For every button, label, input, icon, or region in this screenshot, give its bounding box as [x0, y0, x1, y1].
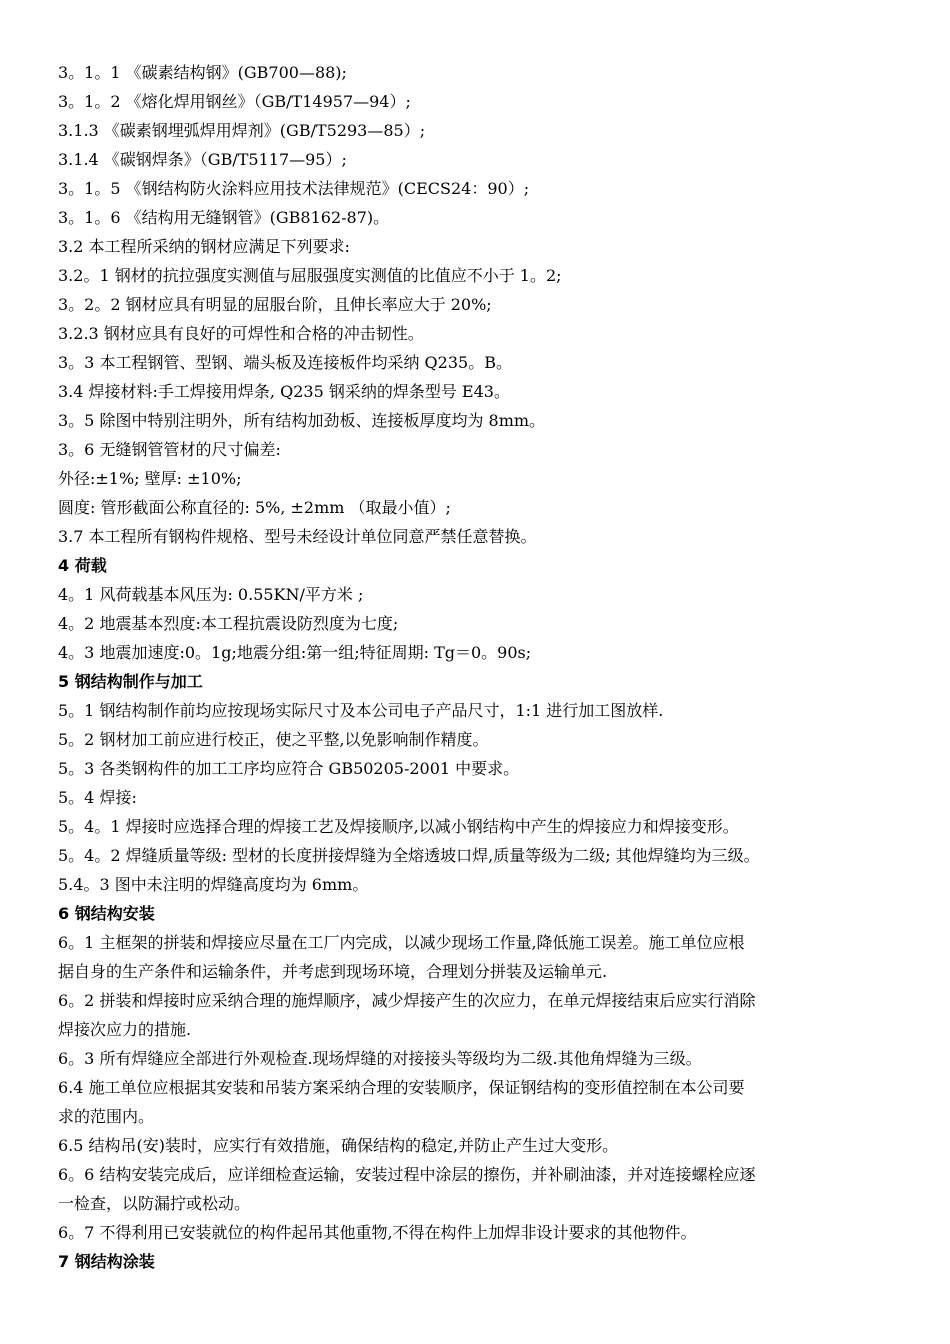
text-line: 3。1。6 《结构用无缝钢管》(GB8162-87)。 — [58, 208, 390, 227]
section-heading: 5 钢结构制作与加工 — [58, 672, 203, 691]
text-line: 5。3 各类钢构件的加工工序均应符合 GB50205-2001 中要求。 — [58, 759, 520, 778]
text-line: 3。2。2 钢材应具有明显的屈服台阶，且伸长率应大于 20%; — [58, 295, 492, 314]
text-line: 求的范围内。 — [58, 1107, 155, 1126]
section-heading: 7 钢结构涂装 — [58, 1252, 155, 1271]
text-line: 6。6 结构安装完成后，应详细检查运输，安装过程中涂层的擦伤，并补刷油漆，并对连接螺栓应逐 — [58, 1165, 756, 1184]
text-line: 4。1 风荷载基本风压为: 0.55KN/平方米 ; — [58, 585, 364, 604]
document-body — [58, 58, 918, 1276]
text-line: 3.2 本工程所采纳的钢材应满足下列要求: — [58, 237, 350, 256]
text-line: 3。1。5 《钢结构防火涂料应用技术法律规范》(CECS24：90）; — [58, 179, 530, 198]
text-line: 3.2.3 钢材应具有良好的可焊性和合格的冲击韧性。 — [58, 324, 424, 343]
text-line: 3。3 本工程钢管、型钢、端头板及连接板件均采纳 Q235。B。 — [58, 353, 512, 372]
text-line: 3。1。2 《熔化焊用钢丝》（GB/T14957—94）; — [58, 92, 411, 111]
text-line: 3.7 本工程所有钢构件规格、型号未经设计单位同意严禁任意替换。 — [58, 527, 537, 546]
text-line: 5.4。3 图中未注明的焊缝高度均为 6mm。 — [58, 875, 369, 894]
text-line: 据自身的生产条件和运输条件，并考虑到现场环境，合理划分拼装及运输单元. — [58, 962, 608, 981]
text-line: 3.1.3 《碳素钢埋弧焊用焊剂》(GB/T5293—85）; — [58, 121, 426, 140]
section-heading: 4 荷载 — [58, 556, 107, 575]
text-line: 3.2。1 钢材的抗拉强度实测值与屈服强度实测值的比值应不小于 1。2; — [58, 266, 562, 285]
text-line: 6。1 主框架的拼装和焊接应尽量在工厂内完成，以减少现场工作量,降低施工误差。施工单位应根 — [58, 933, 745, 952]
text-line: 焊接次应力的措施. — [58, 1020, 192, 1039]
section-heading: 6 钢结构安装 — [58, 904, 155, 923]
text-line: 5。4 焊接: — [58, 788, 137, 807]
text-line: 3。1。1 《碳素结构钢》(GB700—88); — [58, 63, 347, 82]
text-line: 3。6 无缝钢管管材的尺寸偏差: — [58, 440, 281, 459]
text-line: 5。2 钢材加工前应进行校正，使之平整,以免影响制作精度。 — [58, 730, 489, 749]
text-line: 4。3 地震加速度:0。1g;地震分组:第一组;特征周期: Tg＝0。90s; — [58, 643, 532, 662]
text-line: 5。4。1 焊接时应选择合理的焊接工艺及焊接顺序,以减小钢结构中产生的焊接应力和焊接变形。 — [58, 817, 739, 836]
text-line: 6。3 所有焊缝应全部进行外观检查.现场焊缝的对接接头等级均为二级.其他角焊缝为三级。 — [58, 1049, 702, 1068]
text-line: 3.4 焊接材料:手工焊接用焊条, Q235 钢采纳的焊条型号 E43。 — [58, 382, 510, 401]
text-line: 3。5 除图中特别注明外，所有结构加劲板、连接板厚度均为 8mm。 — [58, 411, 546, 430]
text-line: 4。2 地震基本烈度:本工程抗震设防烈度为七度; — [58, 614, 399, 633]
text-line: 圆度: 管形截面公称直径的: 5%, ±2mm （取最小值）; — [58, 498, 451, 517]
text-line: 6.4 施工单位应根据其安装和吊装方案采纳合理的安装顺序，保证钢结构的变形值控制在本公司要 — [58, 1078, 745, 1097]
text-line: 一检查，以防漏拧或松动。 — [58, 1194, 251, 1213]
text-line: 3.1.4 《碳钢焊条》（GB/T5117—95）; — [58, 150, 347, 169]
text-line: 5。4。2 焊缝质量等级: 型材的长度拼接焊缝为全熔透坡口焊,质量等级为二级; 其他焊缝均为三级。 — [58, 846, 760, 865]
text-line: 6。7 不得利用已安装就位的构件起吊其他重物,不得在构件上加焊非设计要求的其他物件。 — [58, 1223, 697, 1242]
text-line: 6.5 结构吊(安)装时，应实行有效措施，确保结构的稳定,并防止产生过大变形。 — [58, 1136, 619, 1155]
text-line: 外径:±1%; 壁厚: ±10%; — [58, 469, 242, 488]
text-line: 5。1 钢结构制作前均应按现场实际尺寸及本公司电子产品尺寸，1:1 进行加工图放样. — [58, 701, 664, 720]
text-line: 6。2 拼装和焊接时应采纳合理的施焊顺序，减少焊接产生的次应力，在单元焊接结束后应实行消除 — [58, 991, 756, 1010]
